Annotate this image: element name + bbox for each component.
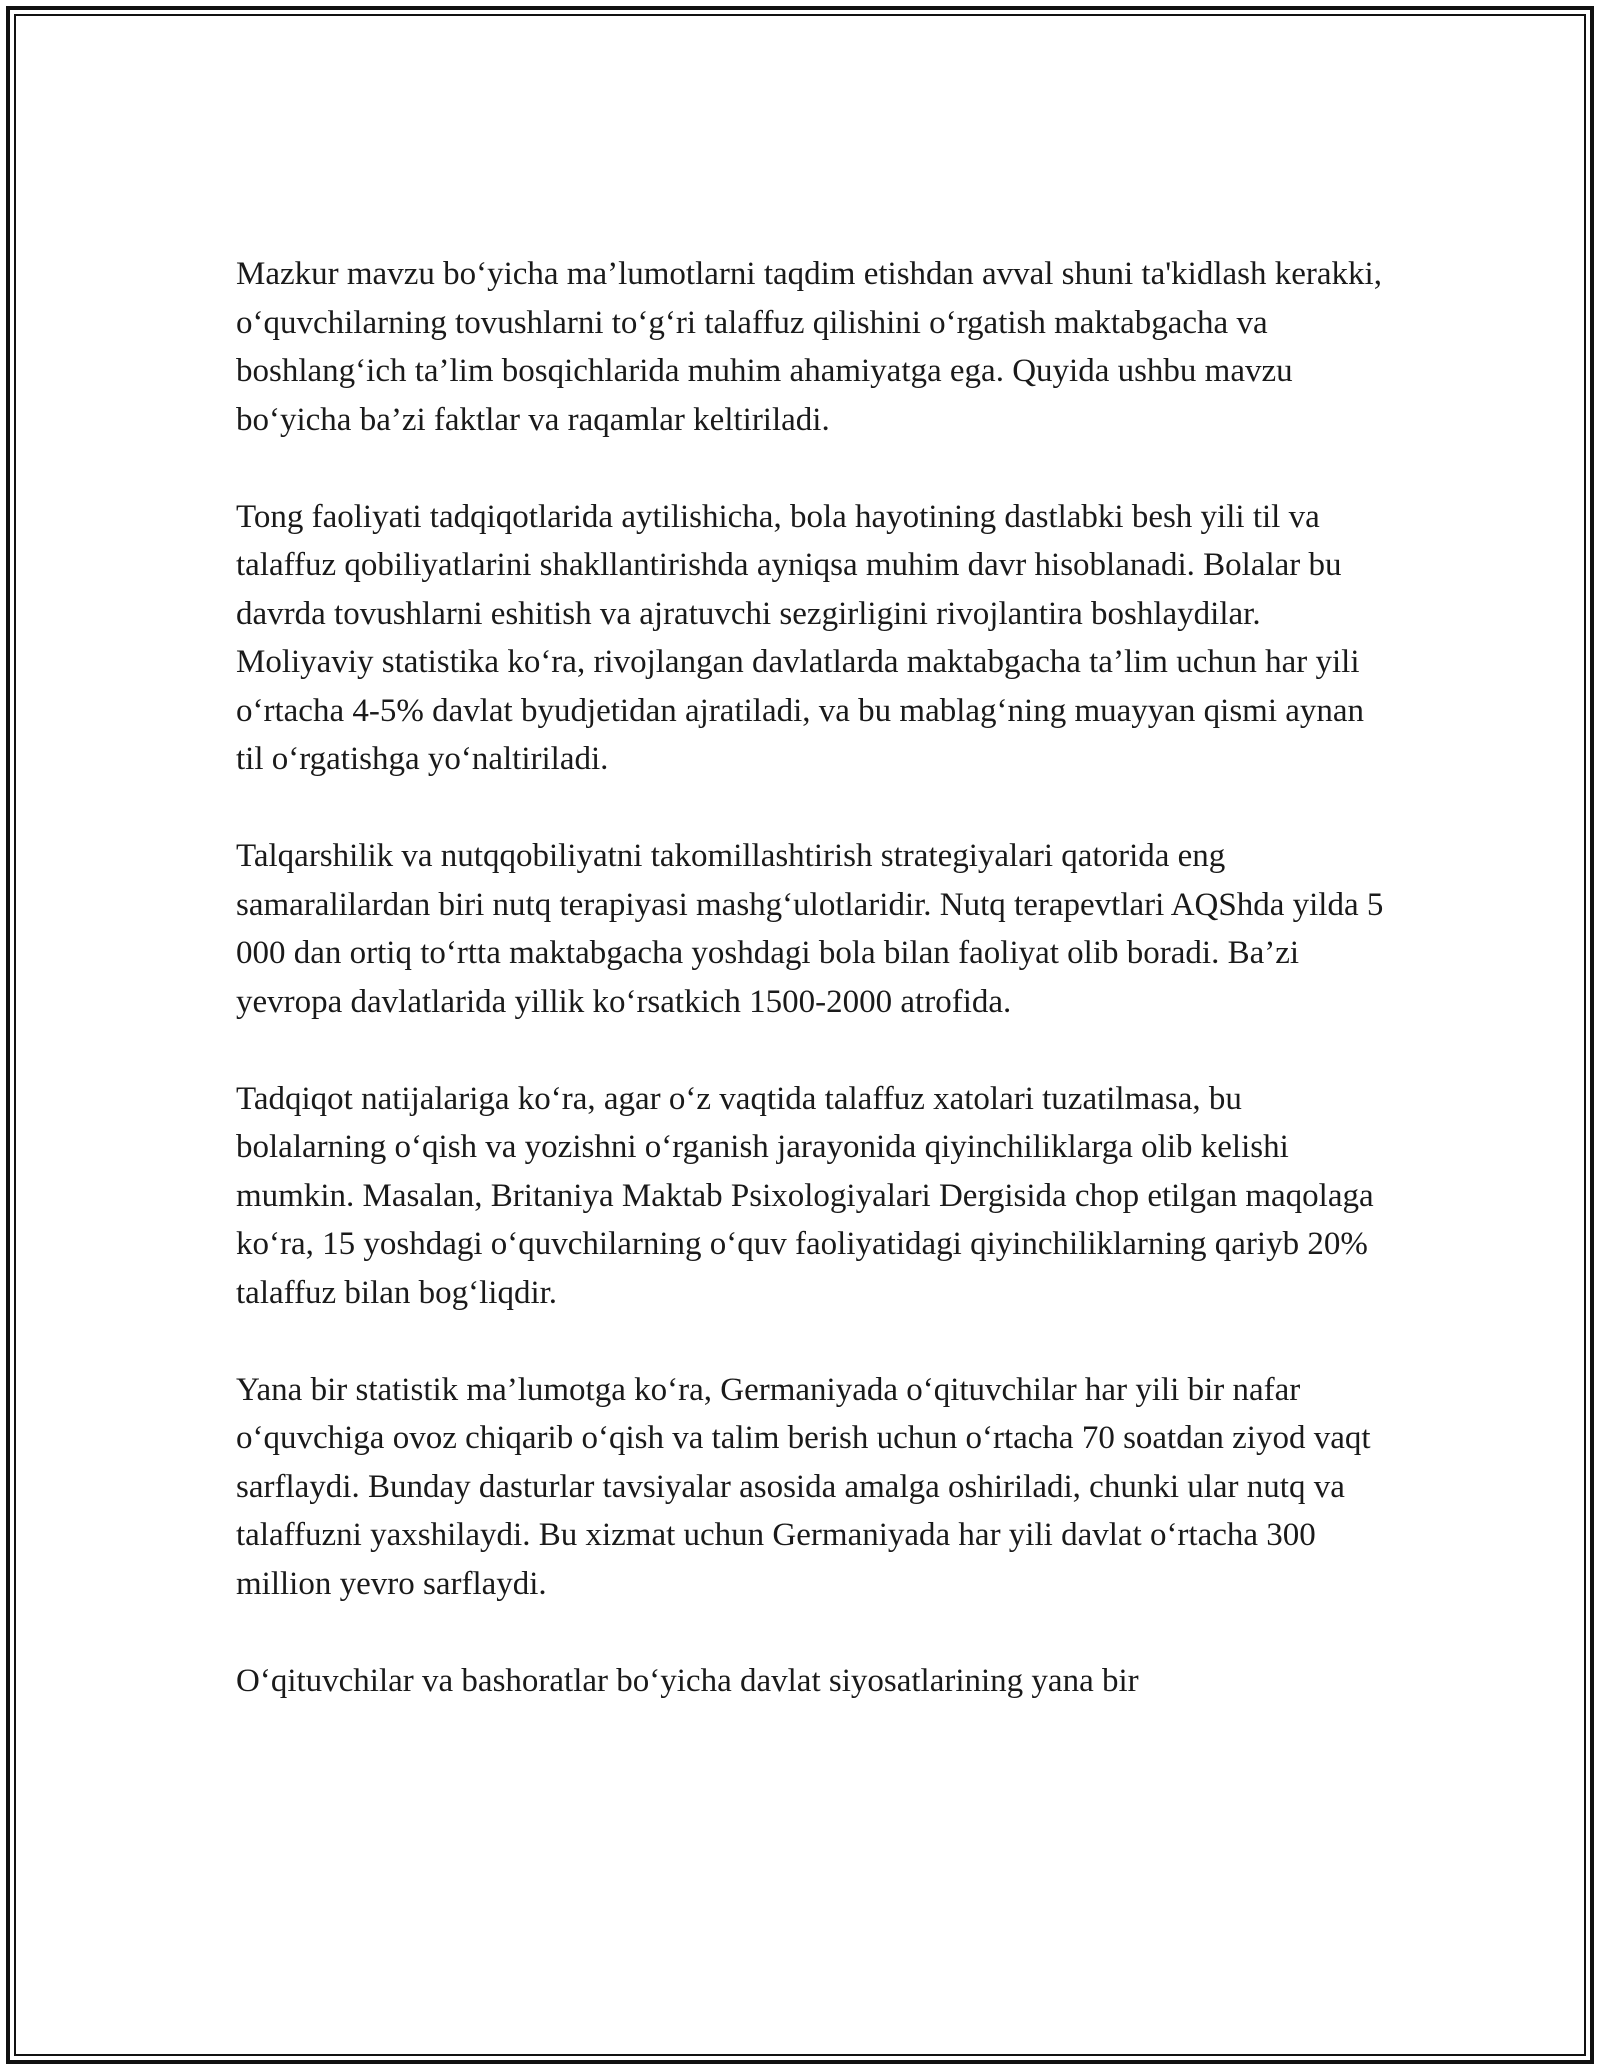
paragraph-policy: O‘qituvchilar va bashoratlar bo‘yicha davlat siyosatlarining yana bir: [236, 1662, 1139, 1699]
paragraph-speech-therapy: Talqarshilik va nutqqobiliyatni takomillashtirish strategiyalari qatorida eng samaralilardan biri nutq terapiyasi mashg‘ulotlaridir. Nutq terapevtlari AQShda yilda 5 000 dan ortiq to‘rtta maktabgacha yoshdagi bola bilan faoliyat olib boradi. Ba’zi yevropa davlatlarida yillik ko‘rsatkich 1500-2000 atrofida.: [236, 838, 1384, 1020]
paragraph-research-results: Tadqiqot natijalariga ko‘ra, agar o‘z vaqtida talaffuz xatolari tuzatilmasa, bu bolalarning o‘qish va yozishni o‘rganish jarayonida qiyinchiliklarga olib kelishi mumkin. Masalan, Britaniya Maktab Psixologiyalari Dergisida chop etilgan maqolaga ko‘ra, 15 yoshdagi o‘quvchilarning o‘quv faoliyatidagi qiyinchiliklarning qariyb 20% talaffuz bilan bog‘liqdir.: [236, 1080, 1374, 1311]
document-body: [236, 250, 1396, 1754]
paragraph-intro: Mazkur mavzu bo‘yicha ma’lumotlarni taqdim etishdan avval shuni ta'kidlash kerakki, o‘quvchilarning tovushlarni to‘g‘ri talaffuz qilishini o‘rgatish maktabgacha va boshlang‘ich ta’lim bosqichlarida muhim ahamiyatga ega. Quyida ushbu mavzu bo‘yicha ba’zi faktlar va raqamlar keltiriladi.: [236, 256, 1382, 438]
paragraph-early-years: Tong faoliyati tadqiqotlarida aytilishicha, bola hayotining dastlabki besh yili til va talaffuz qobiliyatlarini shakllantirishda ayniqsa muhim davr hisoblanadi. Bolalar bu davrda tovushlarni eshitish va ajratuvchi sezgirligini rivojlantira boshlaydilar. Moliyaviy statistika ko‘ra, rivojlangan davlatlarda maktabgacha ta’lim uchun har yili o‘rtacha 4-5% davlat byudjetidan ajratiladi, va bu mablag‘ning muayyan qismi aynan til o‘rgatishga yo‘naltiriladi.: [236, 498, 1365, 777]
paragraph-germany-statistics: Yana bir statistik ma’lumotga ko‘ra, Germaniyada o‘qituvchilar har yili bir nafar o‘quvchiga ovoz chiqarib o‘qish va talim berish uchun o‘rtacha 70 soatdan ziyod vaqt sarflaydi. Bunday dasturlar tavsiyalar asosida amalga oshiriladi, chunki ular nutq va talaffuzni yaxshilaydi. Bu xizmat uchun Germaniyada har yili davlat o‘rtacha 300 million yevro sarflaydi.: [236, 1371, 1371, 1602]
